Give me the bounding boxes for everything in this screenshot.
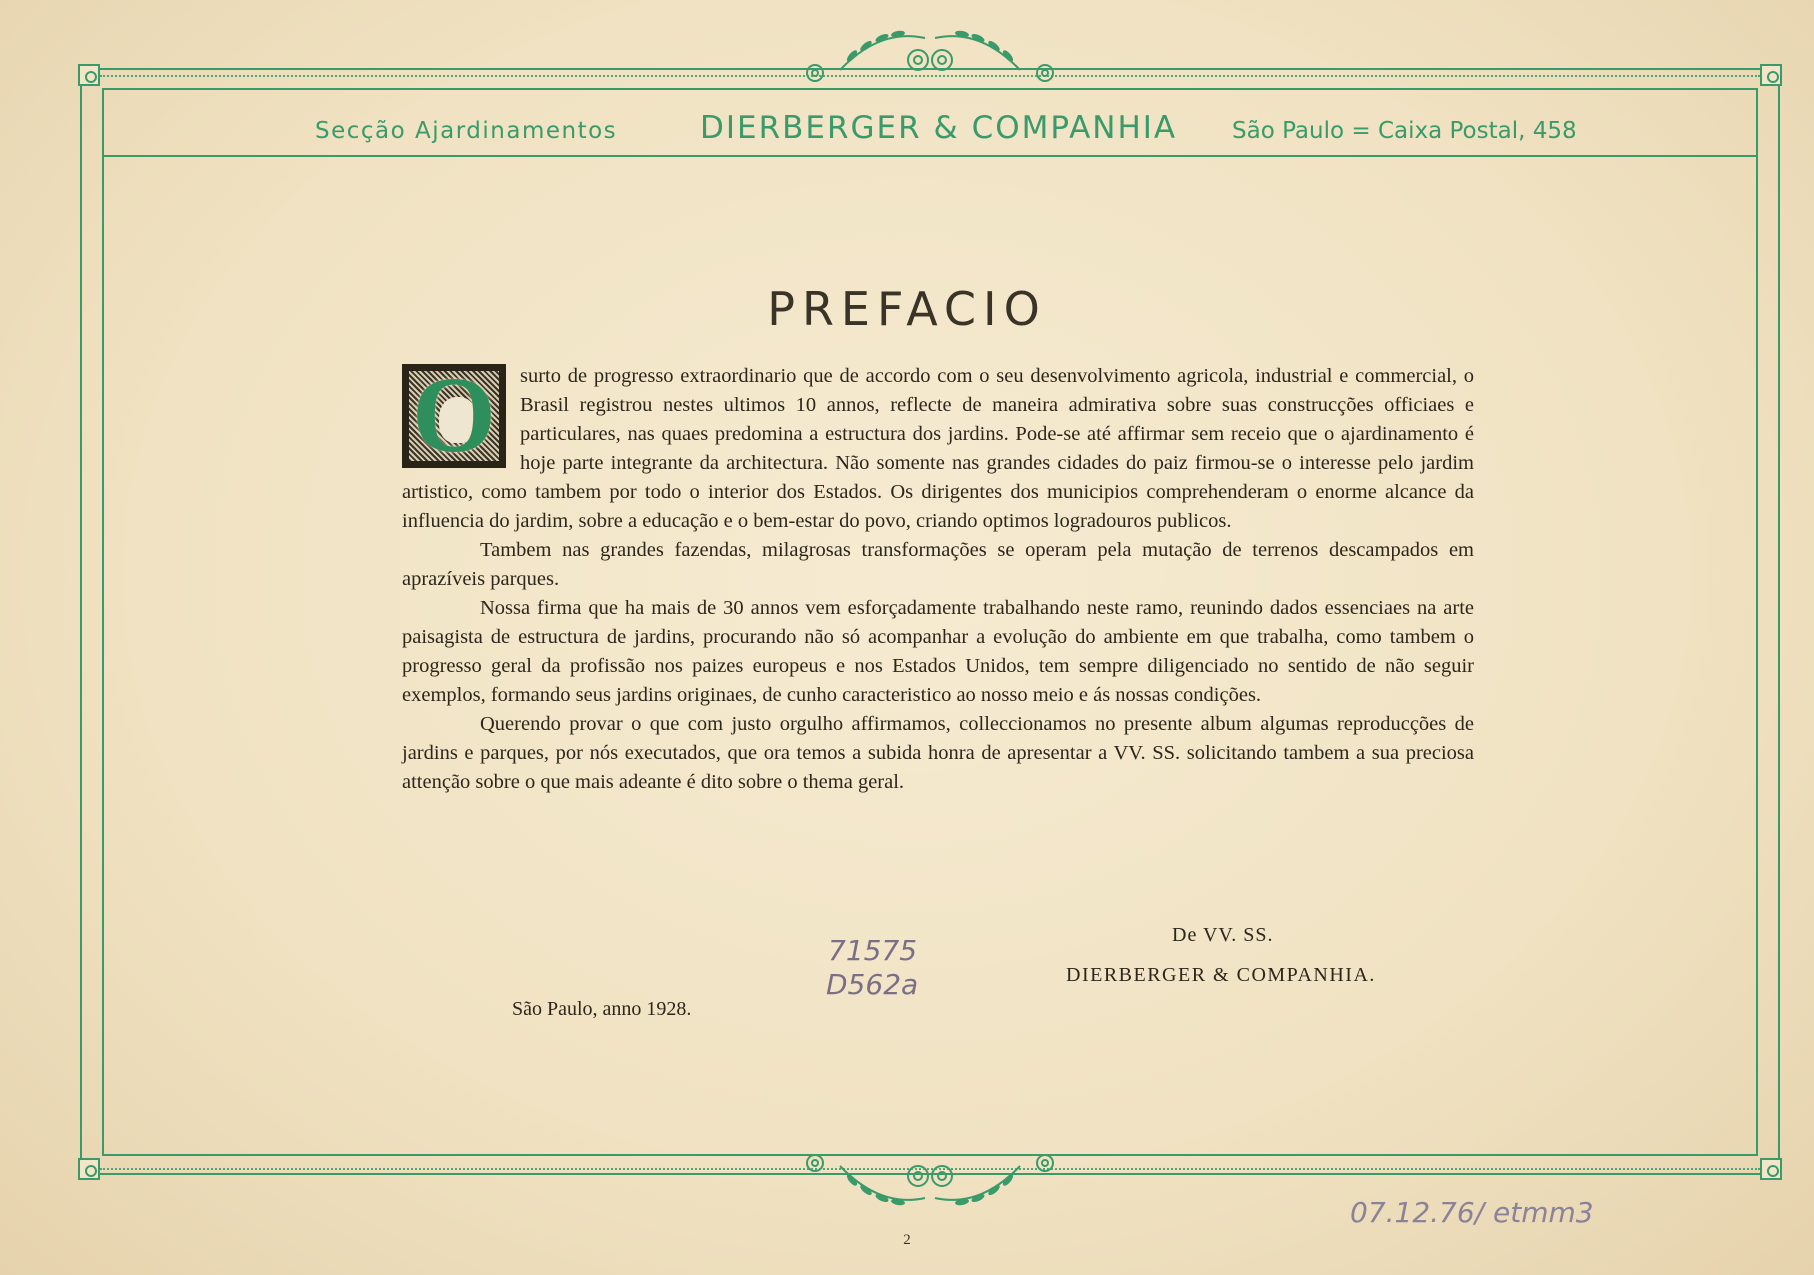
header-address: São Paulo = Caixa Postal, 458 xyxy=(1232,118,1577,144)
closing-company: DIERBERGER & COMPANHIA. xyxy=(1066,964,1376,986)
illuminated-initial-icon xyxy=(402,356,506,475)
closing-salutation: De VV. SS. xyxy=(1172,924,1274,946)
paragraph-text: surto de progresso extraordinario que de accordo com o seu desenvolvimento agricola, industrial e commercial, o Brasil registrou nestes ultimos 10 annos, reflecte de maneira admirativa sobre suas construcções officiaes e particulares, nas quaes predomina a estructura dos jardins. Pode-se até affirmar sem receio que o ajardinamento é hoje parte integrante da architectura. Não somente nas grandes cidades do paiz firmou-se o interesse pelo jardim artistico, como tambem por todo o interior dos Estados. Os dirigentes dos municipios comprehenderam o enorme alcance da influencia do jardim, sobre a educação e o bem-estar do povo, criando optimos logradouros publicos. xyxy=(402,365,1474,532)
paragraph xyxy=(402,356,1474,536)
place-date: São Paulo, anno 1928. xyxy=(512,998,692,1020)
paragraph: Nossa firma que ha mais de 30 annos vem esforçadamente trabalhando neste ramo, reunindo dados essenciaes na arte paisagista de estructura de jardins, procurando não só acompanhar a evolução do ambiente em que trabalha, como tambem o progresso geral da profissão nos paizes europeus e nos Estados Unidos, tem sempre diligenciado no sentido de não seguir exemplos, formando seus jardins originaes, de cunho caracteristico ao nosso meio e ás nossas condições. xyxy=(402,597,1474,706)
handwritten-call-number: D562a xyxy=(826,968,919,1001)
header-divider xyxy=(102,155,1758,157)
header-section: Secção Ajardinamentos xyxy=(315,118,618,144)
corner-ornament-icon xyxy=(1760,1158,1782,1180)
corner-ornament-icon xyxy=(78,64,100,86)
paragraph: Querendo provar o que com justo orgulho affirmamos, colleccionamos no presente album algumas reproducções de jardins e parques, por nós executados, que ora temos a subida honra de apresentar a VV. SS. solicitando tambem a sua preciosa attenção sobre o que mais adeante é dito sobre o thema geral. xyxy=(402,713,1474,793)
corner-ornament-icon xyxy=(78,1158,100,1180)
page-title: PREFACIO xyxy=(767,282,1047,336)
corner-ornament-icon xyxy=(1760,64,1782,86)
dropcap-letter: O xyxy=(411,356,496,475)
handwritten-acquisition: 07.12.76/ etmm3 xyxy=(1350,1196,1594,1229)
header-company: DIERBERGER & COMPANHIA xyxy=(700,110,1178,146)
handwritten-shelf-number: 71575 xyxy=(828,934,918,967)
bottom-laurel-ornament-icon xyxy=(800,1148,1060,1218)
preface-body xyxy=(402,356,1474,797)
page-number: 2 xyxy=(903,1232,911,1248)
paragraph: Tambem nas grandes fazendas, milagrosas transformações se operam pela mutação de terrenos descampados em aprazíveis parques. xyxy=(402,539,1474,590)
top-laurel-ornament-icon xyxy=(800,18,1060,88)
